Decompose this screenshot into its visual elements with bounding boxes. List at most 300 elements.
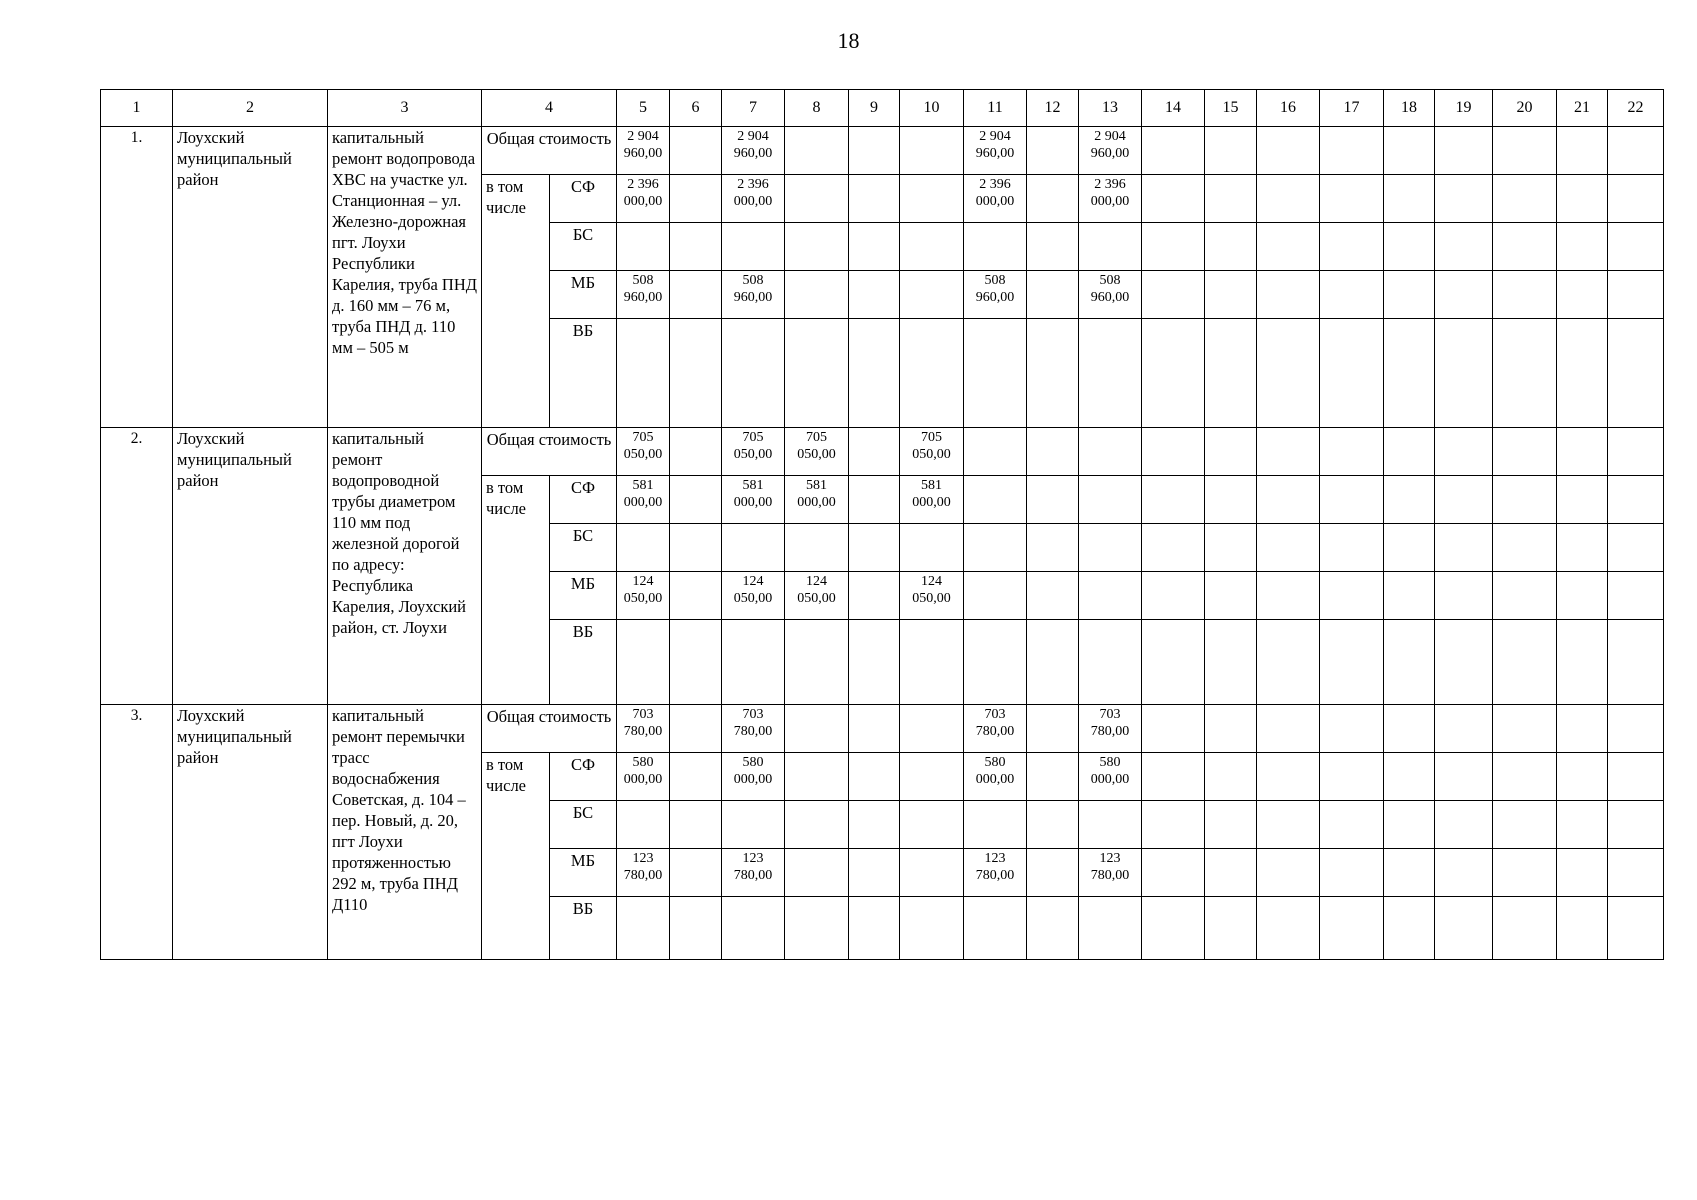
value-cell-19 <box>1435 428 1493 476</box>
value-cell-8 <box>785 476 849 524</box>
value-cell-18 <box>1384 753 1435 801</box>
value-cell-11 <box>964 175 1027 223</box>
value-cell-14 <box>1142 271 1205 319</box>
value-line: 123 <box>984 851 1006 866</box>
including-label: в том числе <box>482 175 550 428</box>
value-cell-13 <box>1079 705 1142 753</box>
value-cell-13 <box>1079 849 1142 897</box>
funding-source-label: МБ <box>550 572 617 620</box>
value-cell-17 <box>1320 476 1384 524</box>
value-cell-11 <box>964 127 1027 175</box>
value-cell-12 <box>1027 620 1079 705</box>
value-cell-13 <box>1079 319 1142 428</box>
value-line: 581 <box>921 478 942 493</box>
value-line: 124 <box>632 574 654 589</box>
value-line: 050,00 <box>733 591 773 607</box>
value-cell-12 <box>1027 271 1079 319</box>
value-cell-22 <box>1608 524 1664 572</box>
value-line: 960,00 <box>975 146 1015 162</box>
value-cell-16 <box>1257 127 1320 175</box>
value-cell-16 <box>1257 271 1320 319</box>
value-line: 580 <box>1099 755 1121 770</box>
district-name: Лоухский муниципальный район <box>173 705 328 960</box>
value-cell-10 <box>900 849 964 897</box>
value-cell-15 <box>1205 897 1257 960</box>
value-cell-9 <box>849 572 900 620</box>
total-cost-label: Общая стоимость <box>482 705 617 753</box>
value-cell-7 <box>722 223 785 271</box>
value-cell-12 <box>1027 897 1079 960</box>
value-line: 050,00 <box>623 591 663 607</box>
value-cell-7 <box>722 319 785 428</box>
value-cell-14 <box>1142 428 1205 476</box>
value-line: 000,00 <box>912 495 951 511</box>
value-cell-5 <box>617 127 670 175</box>
value-line: 960,00 <box>1090 146 1130 162</box>
value-line: 780,00 <box>1090 724 1130 740</box>
value-cell-22 <box>1608 620 1664 705</box>
value-cell-21 <box>1557 319 1608 428</box>
value-cell-12 <box>1027 801 1079 849</box>
value-cell-22 <box>1608 753 1664 801</box>
value-cell-18 <box>1384 524 1435 572</box>
value-cell-20 <box>1493 524 1557 572</box>
value-cell-22 <box>1608 223 1664 271</box>
value-cell-20 <box>1493 753 1557 801</box>
value-cell-9 <box>849 271 900 319</box>
value-cell-20 <box>1493 849 1557 897</box>
value-cell-7 <box>722 524 785 572</box>
total-cost-label: Общая стоимость <box>482 127 617 175</box>
value-cell-16 <box>1257 620 1320 705</box>
value-line: 000,00 <box>623 772 663 788</box>
value-line: 050,00 <box>733 447 773 463</box>
value-cell-16 <box>1257 223 1320 271</box>
value-cell-18 <box>1384 428 1435 476</box>
value-cell-21 <box>1557 175 1608 223</box>
value-cell-5 <box>617 175 670 223</box>
value-cell-15 <box>1205 524 1257 572</box>
value-line: 705 <box>742 430 764 445</box>
value-cell-22 <box>1608 428 1664 476</box>
value-cell-18 <box>1384 801 1435 849</box>
value-cell-13 <box>1079 223 1142 271</box>
value-line: 705 <box>806 430 827 445</box>
value-cell-6 <box>670 271 722 319</box>
value-cell-16 <box>1257 897 1320 960</box>
value-cell-9 <box>849 705 900 753</box>
value-cell-8 <box>785 428 849 476</box>
value-cell-19 <box>1435 897 1493 960</box>
value-cell-19 <box>1435 319 1493 428</box>
value-line: 960,00 <box>623 146 663 162</box>
value-cell-11 <box>964 524 1027 572</box>
value-cell-13 <box>1079 476 1142 524</box>
value-cell-8 <box>785 705 849 753</box>
value-cell-18 <box>1384 127 1435 175</box>
value-cell-16 <box>1257 319 1320 428</box>
funding-source-label: ВБ <box>550 897 617 960</box>
value-cell-6 <box>670 705 722 753</box>
value-line: 508 <box>984 273 1006 288</box>
value-line: 123 <box>1099 851 1121 866</box>
value-cell-15 <box>1205 572 1257 620</box>
value-cell-8 <box>785 753 849 801</box>
value-line: 960,00 <box>975 290 1015 306</box>
value-cell-22 <box>1608 476 1664 524</box>
value-cell-22 <box>1608 705 1664 753</box>
value-cell-16 <box>1257 175 1320 223</box>
value-cell-11 <box>964 223 1027 271</box>
column-number-21: 21 <box>1557 90 1608 127</box>
value-cell-15 <box>1205 175 1257 223</box>
value-cell-16 <box>1257 849 1320 897</box>
value-cell-17 <box>1320 705 1384 753</box>
column-number-18: 18 <box>1384 90 1435 127</box>
column-number-20: 20 <box>1493 90 1557 127</box>
column-number-4: 4 <box>482 90 617 127</box>
value-line: 000,00 <box>733 772 773 788</box>
value-cell-22 <box>1608 572 1664 620</box>
value-cell-10 <box>900 476 964 524</box>
value-cell-18 <box>1384 620 1435 705</box>
district-name: Лоухский муниципальный район <box>173 428 328 705</box>
value-cell-5 <box>617 223 670 271</box>
value-cell-21 <box>1557 271 1608 319</box>
value-line: 780,00 <box>1090 868 1130 884</box>
value-cell-21 <box>1557 223 1608 271</box>
value-cell-10 <box>900 897 964 960</box>
table-row <box>101 705 1664 753</box>
row-number: 2. <box>101 428 173 705</box>
value-cell-13 <box>1079 428 1142 476</box>
value-cell-13 <box>1079 897 1142 960</box>
value-cell-14 <box>1142 127 1205 175</box>
value-cell-16 <box>1257 524 1320 572</box>
value-line: 124 <box>742 574 764 589</box>
value-cell-11 <box>964 319 1027 428</box>
value-cell-14 <box>1142 476 1205 524</box>
column-number-9: 9 <box>849 90 900 127</box>
value-cell-15 <box>1205 801 1257 849</box>
value-line: 050,00 <box>912 591 951 607</box>
value-cell-12 <box>1027 175 1079 223</box>
value-cell-18 <box>1384 849 1435 897</box>
value-cell-20 <box>1493 127 1557 175</box>
value-cell-13 <box>1079 175 1142 223</box>
value-cell-12 <box>1027 705 1079 753</box>
funding-source-label: СФ <box>550 753 617 801</box>
value-line: 580 <box>984 755 1006 770</box>
value-cell-6 <box>670 175 722 223</box>
value-cell-6 <box>670 897 722 960</box>
value-line: 580 <box>742 755 764 770</box>
funding-source-label: ВБ <box>550 620 617 705</box>
value-cell-22 <box>1608 897 1664 960</box>
value-line: 703 <box>632 707 654 722</box>
funding-source-label: БС <box>550 223 617 271</box>
value-cell-5 <box>617 897 670 960</box>
column-number-8: 8 <box>785 90 849 127</box>
value-cell-6 <box>670 428 722 476</box>
value-line: 703 <box>984 707 1006 722</box>
object-description: капитальный ремонт водопроводной трубы диаметром 110 мм под железной дорогой по адресу: Республика Карелия, Лоухский район, ст. Лоухи <box>328 428 482 705</box>
value-cell-17 <box>1320 524 1384 572</box>
value-cell-10 <box>900 319 964 428</box>
value-cell-17 <box>1320 271 1384 319</box>
value-cell-7 <box>722 705 785 753</box>
value-cell-17 <box>1320 620 1384 705</box>
value-line: 000,00 <box>623 495 663 511</box>
table-row <box>101 127 1664 175</box>
value-cell-20 <box>1493 428 1557 476</box>
value-cell-9 <box>849 849 900 897</box>
value-line: 050,00 <box>797 447 836 463</box>
value-cell-7 <box>722 271 785 319</box>
value-cell-9 <box>849 428 900 476</box>
value-line: 050,00 <box>797 591 836 607</box>
value-line: 000,00 <box>733 495 773 511</box>
value-cell-17 <box>1320 753 1384 801</box>
value-cell-13 <box>1079 127 1142 175</box>
value-cell-5 <box>617 849 670 897</box>
value-cell-14 <box>1142 319 1205 428</box>
value-cell-19 <box>1435 271 1493 319</box>
funding-source-label: ВБ <box>550 319 617 428</box>
value-cell-6 <box>670 572 722 620</box>
value-cell-9 <box>849 319 900 428</box>
value-cell-22 <box>1608 801 1664 849</box>
value-cell-11 <box>964 849 1027 897</box>
value-cell-9 <box>849 620 900 705</box>
value-cell-20 <box>1493 476 1557 524</box>
value-cell-15 <box>1205 428 1257 476</box>
value-cell-19 <box>1435 572 1493 620</box>
value-cell-21 <box>1557 572 1608 620</box>
value-cell-12 <box>1027 319 1079 428</box>
value-cell-18 <box>1384 271 1435 319</box>
value-line: 2 904 <box>979 129 1011 144</box>
column-number-13: 13 <box>1079 90 1142 127</box>
value-cell-18 <box>1384 223 1435 271</box>
value-cell-12 <box>1027 572 1079 620</box>
value-cell-20 <box>1493 223 1557 271</box>
column-number-19: 19 <box>1435 90 1493 127</box>
value-cell-18 <box>1384 705 1435 753</box>
value-cell-13 <box>1079 271 1142 319</box>
value-cell-16 <box>1257 572 1320 620</box>
value-line: 000,00 <box>1090 194 1130 210</box>
value-cell-14 <box>1142 175 1205 223</box>
value-cell-18 <box>1384 319 1435 428</box>
value-cell-5 <box>617 753 670 801</box>
value-cell-17 <box>1320 849 1384 897</box>
value-line: 050,00 <box>912 447 951 463</box>
funding-source-label: МБ <box>550 271 617 319</box>
value-line: 050,00 <box>623 447 663 463</box>
value-cell-7 <box>722 801 785 849</box>
column-number-6: 6 <box>670 90 722 127</box>
value-cell-6 <box>670 620 722 705</box>
value-cell-8 <box>785 223 849 271</box>
value-line: 2 396 <box>737 177 769 192</box>
object-description: капитальный ремонт перемычки трасс водоснабжения Советская, д. 104 – пер. Новый, д. 20, пгт Лоухи протяженностью 292 м, труба ПНД Д110 <box>328 705 482 960</box>
value-line: 780,00 <box>975 724 1015 740</box>
column-number-7: 7 <box>722 90 785 127</box>
column-number-2: 2 <box>173 90 328 127</box>
value-cell-15 <box>1205 271 1257 319</box>
value-cell-5 <box>617 428 670 476</box>
value-cell-6 <box>670 849 722 897</box>
value-cell-12 <box>1027 849 1079 897</box>
value-cell-19 <box>1435 753 1493 801</box>
value-line: 581 <box>632 478 654 493</box>
value-line: 2 396 <box>627 177 659 192</box>
value-cell-21 <box>1557 476 1608 524</box>
value-cell-17 <box>1320 175 1384 223</box>
value-cell-19 <box>1435 849 1493 897</box>
value-cell-14 <box>1142 223 1205 271</box>
value-cell-14 <box>1142 753 1205 801</box>
value-line: 580 <box>632 755 654 770</box>
value-line: 581 <box>742 478 764 493</box>
value-cell-5 <box>617 271 670 319</box>
value-cell-16 <box>1257 801 1320 849</box>
value-cell-16 <box>1257 705 1320 753</box>
value-cell-5 <box>617 524 670 572</box>
including-label: в том числе <box>482 753 550 960</box>
value-cell-15 <box>1205 319 1257 428</box>
value-cell-19 <box>1435 620 1493 705</box>
value-cell-6 <box>670 223 722 271</box>
value-line: 780,00 <box>733 868 773 884</box>
value-cell-7 <box>722 476 785 524</box>
value-cell-21 <box>1557 127 1608 175</box>
value-cell-20 <box>1493 705 1557 753</box>
value-cell-7 <box>722 175 785 223</box>
column-number-22: 22 <box>1608 90 1664 127</box>
value-cell-17 <box>1320 223 1384 271</box>
value-cell-14 <box>1142 572 1205 620</box>
value-cell-8 <box>785 271 849 319</box>
value-cell-15 <box>1205 753 1257 801</box>
value-cell-9 <box>849 476 900 524</box>
value-cell-10 <box>900 620 964 705</box>
column-number-15: 15 <box>1205 90 1257 127</box>
value-cell-21 <box>1557 753 1608 801</box>
value-cell-9 <box>849 223 900 271</box>
value-cell-20 <box>1493 801 1557 849</box>
value-cell-10 <box>900 801 964 849</box>
value-cell-21 <box>1557 801 1608 849</box>
value-cell-12 <box>1027 127 1079 175</box>
column-number-1: 1 <box>101 90 173 127</box>
value-cell-21 <box>1557 897 1608 960</box>
value-cell-10 <box>900 127 964 175</box>
total-cost-label: Общая стоимость <box>482 428 617 476</box>
value-cell-15 <box>1205 476 1257 524</box>
value-cell-11 <box>964 897 1027 960</box>
value-cell-8 <box>785 127 849 175</box>
value-line: 000,00 <box>975 194 1015 210</box>
value-line: 780,00 <box>733 724 773 740</box>
value-cell-8 <box>785 319 849 428</box>
value-cell-10 <box>900 705 964 753</box>
value-line: 960,00 <box>623 290 663 306</box>
value-cell-10 <box>900 524 964 572</box>
value-cell-19 <box>1435 476 1493 524</box>
value-cell-14 <box>1142 705 1205 753</box>
value-line: 2 904 <box>737 129 769 144</box>
funding-source-label: СФ <box>550 175 617 223</box>
value-cell-6 <box>670 524 722 572</box>
value-line: 508 <box>1099 273 1121 288</box>
value-cell-21 <box>1557 620 1608 705</box>
value-line: 780,00 <box>623 724 663 740</box>
value-cell-17 <box>1320 897 1384 960</box>
value-line: 705 <box>921 430 942 445</box>
value-cell-7 <box>722 849 785 897</box>
value-line: 000,00 <box>1090 772 1130 788</box>
value-cell-22 <box>1608 319 1664 428</box>
value-cell-17 <box>1320 127 1384 175</box>
value-cell-5 <box>617 476 670 524</box>
value-cell-16 <box>1257 753 1320 801</box>
value-line: 123 <box>632 851 654 866</box>
value-cell-22 <box>1608 849 1664 897</box>
value-cell-21 <box>1557 849 1608 897</box>
value-cell-14 <box>1142 849 1205 897</box>
value-cell-15 <box>1205 223 1257 271</box>
value-cell-10 <box>900 223 964 271</box>
value-cell-18 <box>1384 897 1435 960</box>
value-cell-11 <box>964 271 1027 319</box>
value-cell-13 <box>1079 620 1142 705</box>
value-cell-8 <box>785 572 849 620</box>
value-cell-11 <box>964 476 1027 524</box>
value-cell-9 <box>849 127 900 175</box>
value-cell-5 <box>617 572 670 620</box>
value-cell-12 <box>1027 223 1079 271</box>
value-cell-20 <box>1493 271 1557 319</box>
value-cell-7 <box>722 428 785 476</box>
funding-source-label: БС <box>550 801 617 849</box>
value-cell-17 <box>1320 572 1384 620</box>
value-cell-13 <box>1079 524 1142 572</box>
value-line: 780,00 <box>975 868 1015 884</box>
value-cell-15 <box>1205 849 1257 897</box>
value-cell-12 <box>1027 428 1079 476</box>
value-cell-17 <box>1320 428 1384 476</box>
value-cell-17 <box>1320 801 1384 849</box>
value-cell-19 <box>1435 127 1493 175</box>
funding-source-label: БС <box>550 524 617 572</box>
value-cell-22 <box>1608 271 1664 319</box>
value-line: 960,00 <box>733 146 773 162</box>
column-number-10: 10 <box>900 90 964 127</box>
value-line: 000,00 <box>733 194 773 210</box>
value-cell-7 <box>722 572 785 620</box>
including-label: в том числе <box>482 476 550 705</box>
column-number-17: 17 <box>1320 90 1384 127</box>
value-cell-10 <box>900 271 964 319</box>
value-cell-19 <box>1435 801 1493 849</box>
value-cell-5 <box>617 705 670 753</box>
value-cell-19 <box>1435 223 1493 271</box>
value-line: 960,00 <box>733 290 773 306</box>
value-cell-5 <box>617 801 670 849</box>
value-line: 000,00 <box>623 194 663 210</box>
